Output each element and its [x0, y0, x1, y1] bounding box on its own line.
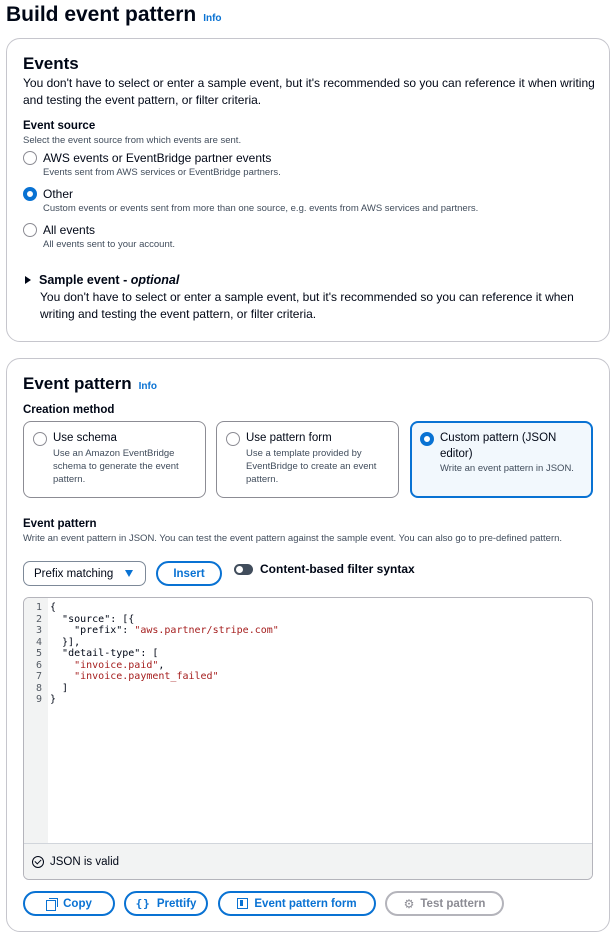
radio-all-events-label[interactable]: All events	[43, 223, 96, 237]
editor-status-bar	[24, 843, 592, 879]
prettify-button[interactable]	[124, 891, 208, 916]
radio-use-pattern-form[interactable]	[226, 432, 240, 446]
code-text: }	[50, 694, 57, 705]
code-line	[24, 648, 279, 660]
line-number: 7	[35, 671, 42, 682]
caret-down-icon	[125, 570, 133, 577]
json-editor[interactable]	[23, 597, 593, 880]
line-number: 2	[35, 613, 42, 625]
code-line	[24, 637, 279, 649]
code-line	[24, 683, 279, 695]
event-pattern-editor-label: Event pattern	[23, 518, 97, 530]
radio-aws-events[interactable]	[23, 151, 37, 165]
copy-icon	[46, 898, 57, 909]
insert-button-label: Insert	[173, 567, 205, 580]
page-title-text: Build event pattern	[6, 3, 197, 26]
line-number: 6	[35, 659, 42, 671]
test-pattern-button-label: Test pattern	[420, 897, 486, 910]
radio-aws-events-description: Events sent from AWS services or EventBridge partners.	[43, 167, 281, 178]
json-key: "prefix"	[74, 625, 123, 636]
code-line	[24, 614, 279, 626]
sample-event-expander[interactable]	[25, 273, 179, 287]
line-number: 1	[35, 602, 42, 613]
json-string: "invoice.payment_failed"	[74, 671, 219, 682]
tile-use-schema-description: Use an Amazon EventBridge schema to generate the event pattern.	[53, 448, 179, 485]
code-area[interactable]	[24, 602, 279, 706]
info-link[interactable]: Info	[203, 13, 222, 24]
event-pattern-form-button[interactable]	[218, 891, 376, 916]
line-number: 3	[35, 625, 42, 636]
code-line	[24, 671, 279, 683]
code-text: "detail-type": [	[62, 648, 159, 659]
line-number: 8	[35, 682, 42, 694]
content-filter-toggle[interactable]	[234, 564, 253, 575]
event-pattern-heading-text: Event pattern	[23, 374, 132, 393]
radio-other[interactable]	[23, 187, 37, 201]
code-line	[24, 625, 279, 637]
event-source-sublabel: Select the event source from which events are sent.	[23, 135, 242, 146]
copy-button-label: Copy	[63, 897, 92, 910]
radio-use-schema[interactable]	[33, 432, 47, 446]
json-key: "detail-type"	[62, 648, 141, 659]
tile-use-pattern-form[interactable]	[216, 421, 399, 498]
line-number: 9	[35, 694, 42, 705]
test-pattern-button[interactable]	[385, 891, 504, 916]
content-filter-toggle-label: Content-based filter syntax	[260, 562, 415, 576]
code-text: "prefix": "aws.partner/stripe.com"	[74, 625, 279, 636]
tile-custom-pattern-title: Custom pattern (JSON editor)	[440, 432, 557, 460]
tile-custom-pattern-description: Write an event pattern in JSON.	[440, 463, 574, 474]
json-valid-status: JSON is valid	[50, 855, 120, 868]
sample-event-description: You don't have to select or enter a sample event, but it's recommended so you can reference it when writing and testing the event pattern, or filter criteria.	[40, 290, 574, 321]
code-line	[24, 694, 279, 706]
sample-event-title: Sample event -	[39, 273, 131, 287]
code-line	[24, 660, 279, 672]
prettify-button-label: Prettify	[156, 897, 197, 910]
code-text: }],	[50, 636, 81, 648]
event-pattern-info-link[interactable]: Info	[138, 381, 157, 392]
radio-all-events[interactable]	[23, 223, 37, 237]
code-line	[24, 602, 279, 614]
events-description: You don't have to select or enter a sample event, but it's recommended so you can reference it when writing and testing the event pattern, or filter criteria.	[23, 76, 595, 107]
event-pattern-editor-sublabel: Write an event pattern in JSON. You can test the event pattern against the sample event. You can also go to pre-defined pattern.	[23, 533, 563, 544]
radio-custom-pattern[interactable]	[420, 432, 434, 446]
event-source-label: Event source	[23, 120, 96, 132]
radio-all-events-description: All events sent to your account.	[43, 239, 176, 250]
json-string: "aws.partner/stripe.com"	[134, 625, 279, 636]
check-circle-icon	[32, 856, 44, 868]
radio-other-label[interactable]: Other	[43, 187, 74, 201]
code-text	[50, 671, 219, 683]
code-text: "source": [{	[62, 613, 135, 625]
page-title	[6, 2, 222, 32]
event-pattern-panel	[6, 358, 610, 932]
tile-use-schema-title: Use schema	[53, 432, 117, 444]
insert-button[interactable]	[156, 561, 222, 586]
event-pattern-form-button-label: Event pattern form	[254, 897, 357, 910]
copy-button[interactable]	[23, 891, 115, 916]
json-key: "source"	[62, 613, 111, 625]
line-number: 5	[35, 648, 42, 659]
braces-icon: {}	[135, 897, 151, 910]
event-pattern-heading	[23, 373, 157, 398]
code-text: "invoice.paid",	[74, 659, 165, 671]
matching-dropdown-value: Prefix matching	[34, 567, 114, 580]
tile-use-pattern-form-title: Use pattern form	[246, 432, 332, 444]
tile-custom-pattern[interactable]	[410, 421, 593, 498]
creation-method-label: Creation method	[23, 404, 115, 416]
code-text: ]	[50, 682, 69, 694]
sample-event-optional: optional	[130, 273, 180, 287]
code-text: {	[50, 602, 57, 613]
gear-icon: ⚙	[403, 896, 415, 911]
matching-dropdown[interactable]	[23, 561, 146, 586]
json-string: "invoice.paid"	[74, 659, 159, 671]
line-number: 4	[35, 636, 42, 648]
radio-aws-events-label[interactable]: AWS events or EventBridge partner events	[43, 151, 272, 165]
radio-other-description: Custom events or events sent from more than one source, e.g. events from AWS services and partners.	[43, 203, 479, 214]
form-icon	[237, 898, 248, 909]
tile-use-schema[interactable]	[23, 421, 206, 498]
caret-right-icon	[25, 276, 31, 284]
events-heading: Events	[23, 54, 79, 73]
events-panel	[6, 38, 610, 342]
tile-use-pattern-form-description: Use a template provided by EventBridge to create an event pattern.	[246, 448, 377, 485]
